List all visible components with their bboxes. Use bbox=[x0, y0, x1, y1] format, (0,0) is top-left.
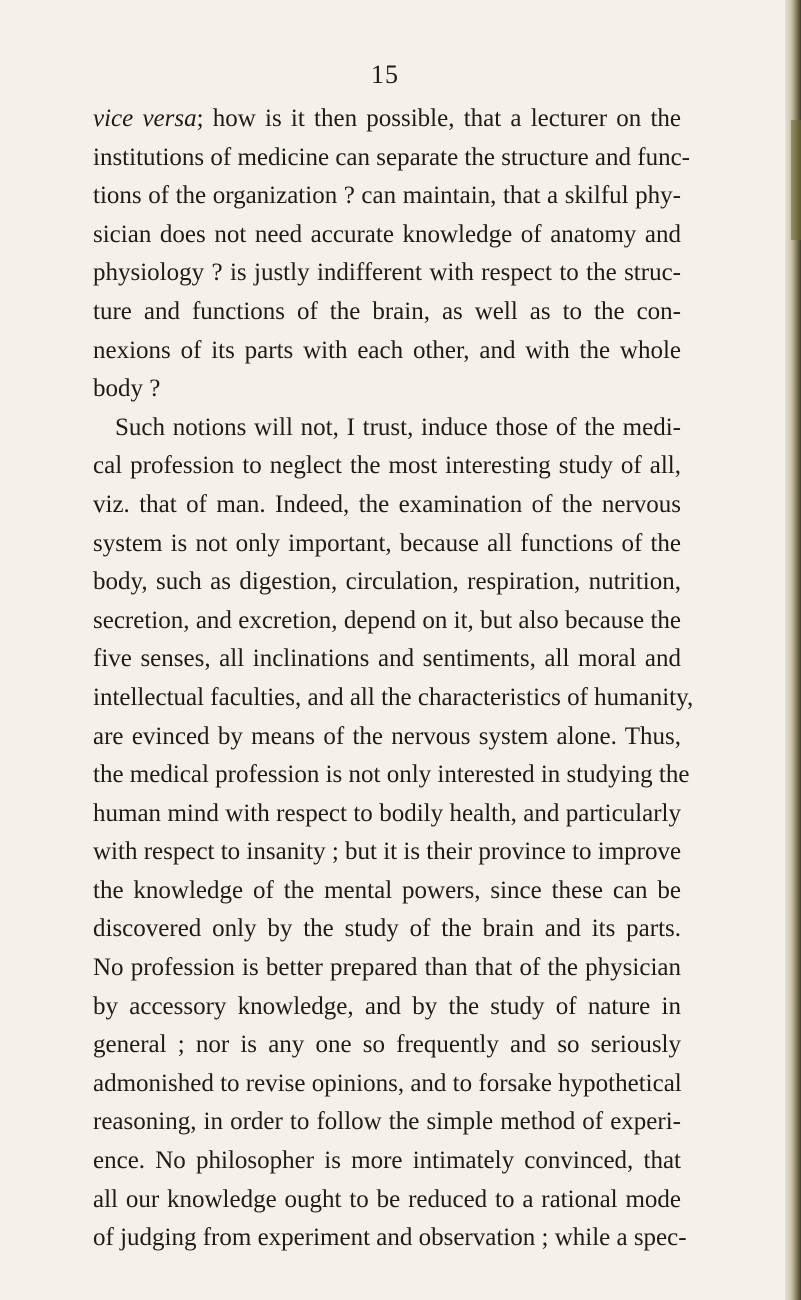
body-text bbox=[93, 100, 694, 1258]
text-line: general ; nor is any one so frequently and so seriously bbox=[93, 1031, 681, 1059]
text-line: by accessory knowledge, and by the study of nature in bbox=[93, 992, 681, 1020]
text-line: five senses, all inclinations and sentiments, all moral and bbox=[93, 645, 681, 673]
text-line: sician does not need accurate knowledge of anatomy and bbox=[93, 220, 681, 248]
text-line: secretion, and excretion, depend on it, but also because the bbox=[93, 606, 681, 634]
text-line: the knowledge of the mental powers, since these can be bbox=[93, 876, 681, 904]
text-line: discovered only by the study of the brain and its parts. bbox=[93, 915, 681, 943]
text-line: are evinced by means of the nervous system alone. Thus, bbox=[93, 722, 681, 750]
text-line: nexions of its parts with each other, and with the whole bbox=[93, 336, 681, 364]
text-line: tions of the organization ? can maintain, that a skilful phy- bbox=[93, 182, 681, 210]
text-line: institutions of medicine can separate the structure and func- bbox=[93, 143, 691, 171]
paragraph-start-line: Such notions will not, I trust, induce those of the medi- bbox=[115, 413, 681, 441]
text-line: viz. that of man. Indeed, the examination of the nervous bbox=[93, 490, 681, 518]
text-line: cal profession to neglect the most interesting study of all, bbox=[93, 452, 681, 480]
text-line: No profession is better prepared than that of the physician bbox=[93, 954, 681, 982]
text-line: intellectual faculties, and all the characteristics of humanity, bbox=[93, 683, 694, 711]
text-line: of judging from experiment and observation ; while a spec- bbox=[93, 1224, 687, 1252]
text-line: reasoning, in order to follow the simple method of experi- bbox=[93, 1108, 681, 1136]
text-line: body ? bbox=[93, 375, 161, 403]
text-line: all our knowledge ought to be reduced to a rational mode bbox=[93, 1185, 681, 1213]
text-line: body, such as digestion, circulation, respiration, nutrition, bbox=[93, 568, 681, 596]
text-line: human mind with respect to bodily health, and particularly bbox=[93, 799, 681, 827]
binding-mark bbox=[791, 120, 801, 240]
text-line: ence. No philosopher is more intimately convinced, that bbox=[93, 1147, 681, 1175]
text-line: admonished to revise opinions, and to forsake hypothetical bbox=[93, 1069, 682, 1097]
text-line: vice versa; how is it then possible, that a lecturer on the bbox=[93, 105, 682, 132]
text-line: physiology ? is justly indifferent with respect to the struc- bbox=[93, 259, 681, 287]
italic-phrase: vice versa bbox=[93, 105, 197, 132]
text-line: with respect to insanity ; but it is their province to improve bbox=[93, 838, 682, 866]
text-line: the medical profession is not only interested in studying the bbox=[93, 761, 690, 789]
text-line: system is not only important, because all functions of the bbox=[93, 529, 681, 557]
page-number: 15 bbox=[371, 60, 399, 89]
text-line: ture and functions of the brain, as well as to the con- bbox=[93, 297, 681, 325]
